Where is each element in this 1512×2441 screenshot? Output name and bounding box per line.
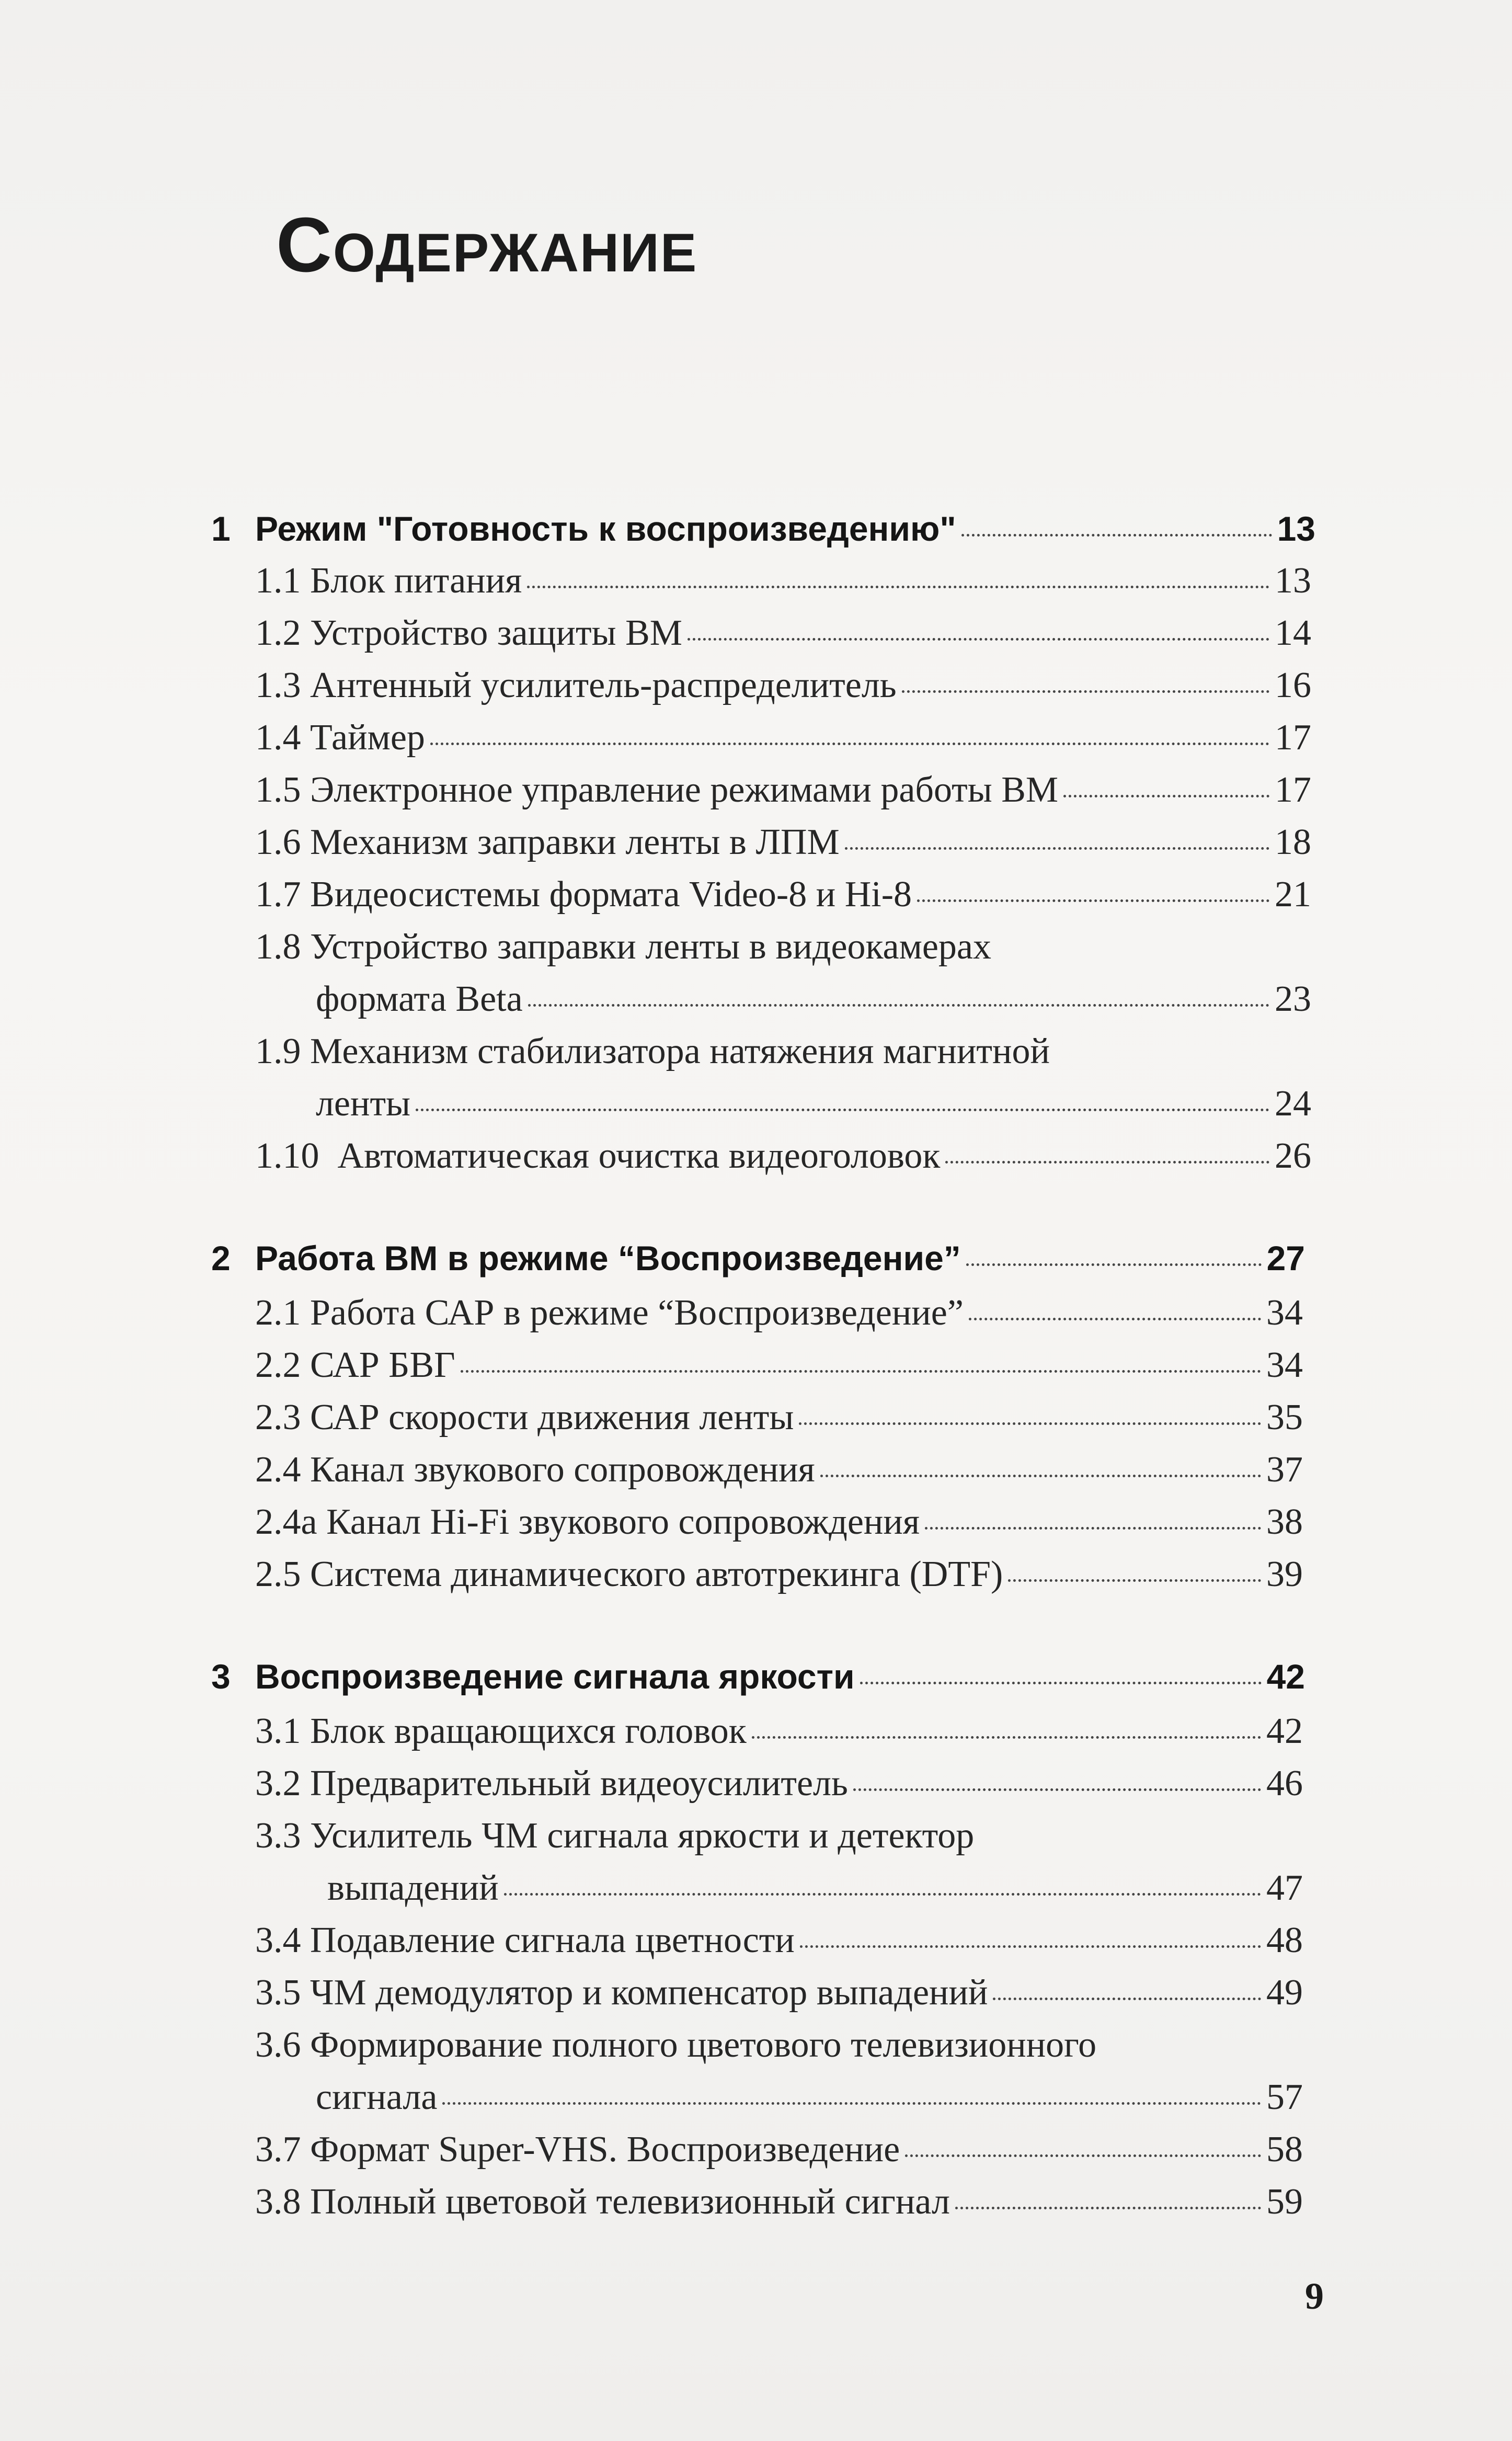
section-title: САР БВГ [310, 1345, 455, 1385]
dot-leader [430, 743, 1269, 745]
section-page: 14 [1275, 613, 1311, 653]
section-page: 16 [1275, 665, 1311, 705]
section-title: Канал Hi-Fi звукового сопровождения [326, 1502, 920, 1542]
toc-section[interactable] [255, 1452, 1303, 1488]
section-title: Усилитель ЧМ сигнала яркости и детектор [310, 1816, 975, 1856]
toc-section-first-line[interactable] [255, 1818, 974, 1854]
section-number: 1.9 [255, 1031, 301, 1071]
dot-leader [853, 1788, 1261, 1791]
section-title: Устройство заправки ленты в видеокамерах [310, 927, 991, 967]
dot-leader [925, 1527, 1261, 1530]
section-title: Механизм стабилизатора натяжения магнитной [310, 1031, 1050, 1071]
section-page: 13 [1275, 561, 1311, 601]
section-page: 24 [1275, 1083, 1311, 1124]
chapter-number: 1 [211, 509, 231, 548]
page-number: 9 [1305, 2275, 1324, 2317]
dot-leader [442, 2102, 1261, 2105]
section-page: 49 [1266, 1972, 1303, 2013]
section-page: 34 [1266, 1293, 1303, 1333]
section-page: 42 [1266, 1711, 1303, 1751]
section-title-continuation: ленты [316, 1083, 411, 1124]
section-page: 38 [1266, 1502, 1303, 1542]
chapter-number: 2 [211, 1239, 231, 1277]
chapter-page: 13 [1277, 509, 1315, 548]
section-number: 2.3 [255, 1397, 301, 1438]
section-page: 17 [1275, 770, 1311, 810]
section-title: Электронное управление режимами работы ВМ [310, 770, 1059, 810]
section-title: Видеосистемы формата Video-8 и Hi-8 [310, 874, 912, 915]
section-number: 3.6 [255, 2025, 301, 2065]
dot-leader [688, 638, 1269, 641]
dot-leader [961, 534, 1272, 537]
section-number: 2.5 [255, 1554, 301, 1594]
dot-leader [504, 1893, 1261, 1896]
toc-section[interactable] [255, 824, 1311, 861]
toc-section[interactable] [255, 1556, 1303, 1593]
dot-leader [527, 586, 1269, 588]
toc-chapter[interactable] [211, 1659, 1305, 1694]
section-number: 3.2 [255, 1763, 301, 1804]
chapter-title: Режим "Готовность к воспроизведению" [255, 509, 956, 548]
section-number: 3.8 [255, 2182, 301, 2222]
section-page: 47 [1266, 1868, 1303, 1908]
toc-chapter[interactable] [211, 511, 1315, 546]
section-title: Формирование полного цветового телевизионного [310, 2025, 1097, 2065]
toc-section-first-line[interactable] [255, 929, 991, 965]
section-page: 26 [1275, 1136, 1311, 1176]
toc-section-first-line[interactable] [255, 2027, 1096, 2063]
toc-section-first-line[interactable] [255, 1033, 1050, 1070]
chapter-page: 42 [1266, 1657, 1305, 1696]
section-title-continuation: формата Beta [316, 979, 523, 1019]
section-title: Антенный усилитель-распределитель [310, 665, 897, 705]
section-number: 2.4а [255, 1502, 317, 1542]
dot-leader [1008, 1579, 1261, 1582]
section-page: 18 [1275, 822, 1311, 862]
section-title: Блок вращающихся головок [310, 1711, 747, 1751]
dot-leader [905, 2154, 1261, 2157]
toc-section[interactable] [255, 1713, 1303, 1750]
toc-section[interactable] [255, 1765, 1303, 1802]
section-number: 2.4 [255, 1450, 301, 1490]
section-number: 1.10 [255, 1136, 319, 1176]
toc-section[interactable] [255, 667, 1311, 704]
dot-leader [902, 690, 1269, 693]
section-page: 37 [1266, 1450, 1303, 1490]
section-number: 1.2 [255, 613, 301, 653]
chapter-title: Работа ВМ в режиме “Воспроизведение” [255, 1239, 961, 1277]
dot-leader [845, 847, 1269, 850]
toc-section[interactable] [316, 2079, 1303, 2116]
section-number: 1.5 [255, 770, 301, 810]
section-title: САР скорости движения ленты [310, 1397, 794, 1438]
section-title: Устройство защиты ВМ [310, 613, 682, 653]
toc-section[interactable] [255, 1399, 1303, 1436]
toc-section[interactable] [255, 1972, 1303, 2013]
page-title: Содержание [276, 202, 698, 288]
toc-section[interactable] [316, 981, 1311, 1018]
section-title: ЧМ демодулятор и компенсатор выпадений [310, 1972, 988, 2013]
section-number: 1.3 [255, 665, 301, 705]
section-title: Блок питания [310, 561, 522, 601]
dot-leader [416, 1109, 1269, 1111]
section-title: Канал звукового сопровождения [310, 1450, 815, 1490]
section-page: 34 [1266, 1345, 1303, 1385]
dot-leader [860, 1682, 1262, 1684]
section-number: 3.7 [255, 2129, 301, 2170]
dot-leader [528, 1004, 1269, 1007]
section-page: 59 [1266, 2182, 1303, 2222]
section-title: Предварительный видеоусилитель [310, 1763, 848, 1804]
dot-leader [955, 2207, 1261, 2209]
section-number: 1.6 [255, 822, 301, 862]
section-number: 2.1 [255, 1293, 301, 1333]
section-title-continuation: выпадений [327, 1868, 499, 1908]
dot-leader [461, 1370, 1261, 1373]
dot-leader [969, 1318, 1261, 1320]
section-number: 1.1 [255, 561, 301, 601]
dot-leader [752, 1736, 1261, 1739]
toc-section[interactable] [255, 615, 1311, 652]
section-title: Работа САР в режиме “Воспроизведение” [310, 1293, 964, 1333]
section-number: 2.2 [255, 1345, 301, 1385]
dot-leader [800, 1945, 1261, 1948]
chapter-page: 27 [1266, 1239, 1305, 1277]
section-title-continuation: сигнала [316, 2077, 438, 2117]
section-page: 46 [1266, 1763, 1303, 1804]
section-page: 35 [1266, 1397, 1303, 1438]
section-page: 48 [1266, 1920, 1303, 1960]
toc-section[interactable] [255, 1138, 1311, 1174]
section-page: 57 [1266, 2077, 1303, 2117]
section-page: 17 [1275, 717, 1311, 758]
section-page: 23 [1275, 979, 1311, 1019]
toc-section[interactable] [316, 1083, 1311, 1124]
dot-leader [993, 1998, 1261, 2000]
section-number: 3.5 [255, 1972, 301, 2013]
section-number: 1.8 [255, 927, 301, 967]
toc-section[interactable] [255, 772, 1311, 808]
toc-section[interactable] [255, 2131, 1303, 2168]
toc-section[interactable] [255, 717, 1311, 758]
toc-section[interactable] [255, 876, 1311, 913]
toc-section[interactable] [255, 563, 1311, 599]
section-title: Таймер [310, 717, 425, 758]
section-title: Автоматическая очистка видеоголовок [337, 1136, 941, 1176]
section-title: Подавление сигнала цветности [310, 1920, 795, 1960]
section-title: Система динамического автотрекинга (DTF) [310, 1554, 1003, 1594]
toc-section[interactable] [255, 1347, 1303, 1384]
toc-section[interactable] [255, 1504, 1303, 1541]
dot-leader [945, 1161, 1269, 1164]
toc-section[interactable] [327, 1870, 1303, 1907]
section-page: 58 [1266, 2129, 1303, 2170]
section-number: 1.7 [255, 874, 301, 915]
dot-leader [966, 1263, 1262, 1266]
section-number: 3.3 [255, 1816, 301, 1856]
section-page: 21 [1275, 874, 1311, 915]
section-number: 3.1 [255, 1711, 301, 1751]
toc-chapter[interactable] [211, 1241, 1305, 1275]
chapter-number: 3 [211, 1657, 231, 1696]
toc-section[interactable] [255, 2184, 1303, 2220]
dot-leader [917, 899, 1269, 902]
toc-section[interactable] [255, 1295, 1303, 1331]
chapter-title: Воспроизведение сигнала яркости [255, 1657, 855, 1696]
toc-section[interactable] [255, 1922, 1303, 1959]
section-title: Формат Super-VHS. Воспроизведение [310, 2129, 900, 2170]
dot-leader [799, 1422, 1261, 1425]
section-number: 3.4 [255, 1920, 301, 1960]
section-page: 39 [1266, 1554, 1303, 1594]
section-title: Полный цветовой телевизионный сигнал [310, 2182, 950, 2222]
dot-leader [820, 1475, 1261, 1477]
dot-leader [1063, 795, 1269, 797]
section-number: 1.4 [255, 717, 301, 758]
section-title: Механизм заправки ленты в ЛПМ [310, 822, 840, 862]
